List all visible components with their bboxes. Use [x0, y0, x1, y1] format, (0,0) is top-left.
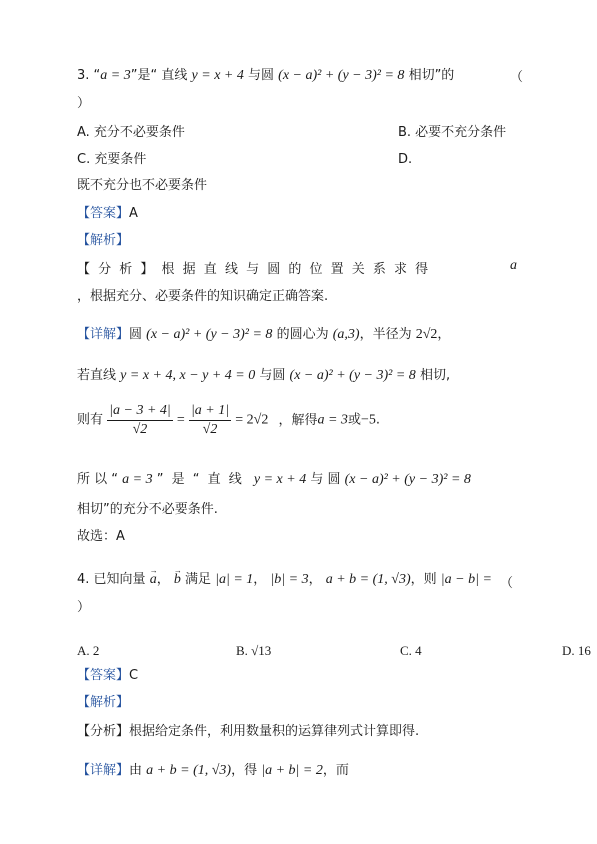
q4-diff: |a − b| =: [440, 572, 492, 587]
q4-option-d: D. 16: [562, 643, 591, 658]
q3-detail-circle: 圆: [129, 327, 143, 342]
q4-answer-value: C: [129, 668, 139, 683]
q3-then-text: 则有: [77, 412, 104, 428]
q3-detail-end: ，: [437, 327, 451, 342]
q3-fenxi: [77, 262, 428, 278]
q3-option-d-text: 既不充分也不必要条件: [77, 178, 208, 193]
q4-answer-label: 【答案】: [77, 668, 130, 683]
q3-quote-mid: ”是“: [130, 68, 158, 83]
q3-quote-open: “: [93, 68, 101, 83]
q3-frac1-den: √2: [132, 422, 148, 437]
q4-answer: [77, 668, 138, 684]
q3-fenxi-label: 【 分 析 】: [77, 262, 154, 277]
q3-if-circle-text: 与圆: [259, 368, 286, 383]
q4-detail-get: ，得: [231, 763, 258, 778]
q3-detail-radius: 2√2: [415, 327, 438, 342]
q3-detail-center-text: 的圆心为: [276, 327, 329, 342]
q3-so-a: a = 3: [122, 472, 153, 487]
q4-then: ，则: [410, 572, 437, 587]
q4-detail-abs: |a + b| = 2: [261, 763, 323, 778]
q3-detail-label: 【详解】: [77, 327, 130, 342]
q4-fenxi: 【分析】根据给定条件，利用数量积的运算律列式计算即得.: [77, 724, 420, 739]
q4-stem: 4. 已知向量 → a， → b 满足 |a| = 1， |b| = 3， a + b = (1, √3)，则 |a − b| =: [77, 572, 492, 588]
q3-text-circle: 与圆: [248, 68, 275, 83]
q3-so-end: 相切”的充分不必要条件.: [77, 502, 218, 517]
q4-detail: [77, 763, 349, 779]
q3-option-a: A. 充分不必要条件: [77, 125, 185, 140]
q4-analysis-label: 【解析】: [77, 695, 130, 710]
q3-so-circle-eq: (x − a)² + (y − 3)² = 8: [344, 472, 471, 487]
q3-period: .: [375, 412, 380, 428]
q3-frac1: [107, 402, 173, 439]
q3-number: 3.: [77, 68, 90, 83]
q3-fenxi-text2: ，根据充分、必要条件的知识确定正确答案.: [77, 289, 329, 304]
q3-cond-a: a = 3: [100, 68, 131, 83]
q4-satisfy: 满足: [184, 572, 211, 587]
q3-so: [77, 472, 471, 488]
q3-paren-open: （: [510, 70, 524, 85]
q3-if-line-text: 若直线: [77, 368, 117, 383]
q3-eq-line: y = x + 4: [191, 68, 244, 83]
q4-detail-from: 由: [129, 763, 143, 778]
q4-detail-eq: a + b = (1, √3): [146, 763, 232, 778]
q4-sum: a + b = (1, √3): [325, 572, 411, 587]
q3-if-tangent: 相切,: [419, 368, 451, 383]
q3-solve-text: ，解得: [278, 412, 318, 428]
q3-then: 则有 $\frac{|a - 3 + 4|}{√2}$ = $\frac{|a + 1|}{√2}$ = 2√2 ，解得a = 3或−5.: [77, 403, 380, 437]
q3-text-line: 直线: [161, 68, 188, 83]
q4-option-b-val: √13: [251, 643, 272, 658]
q3-if-line: [77, 368, 450, 384]
q3-so-text: 所 以 “: [77, 472, 118, 487]
q4-comma1: ，: [156, 572, 170, 587]
q4-option-b-label: B.: [236, 643, 248, 658]
q4-abs-b: |b| = 3: [270, 572, 309, 587]
q3-answer: [77, 206, 138, 222]
q4-number: 4. 已知向量: [77, 572, 146, 587]
q3-solve-a: a = 3: [317, 412, 348, 428]
q3-paren-close: ）: [77, 96, 91, 111]
q4-option-c: C. 4: [400, 643, 422, 658]
q3-fenxi-var: a: [510, 258, 517, 273]
q3-detail-eq: (x − a)² + (y − 3)² = 8: [146, 327, 273, 342]
q3-frac2: [189, 402, 231, 439]
q3-stem: [77, 68, 454, 84]
q3-so-circle: 与 圆: [310, 472, 341, 487]
q3-fenxi-text: 根 据 直 线 与 圆 的 位 置 关 系 求 得: [161, 262, 429, 277]
q3-if-circle-eq: (x − a)² + (y − 3)² = 8: [289, 368, 416, 383]
q3-choice: 故选：A: [77, 529, 125, 544]
q3-frac2-num: |a + 1|: [189, 402, 231, 421]
q4-detail-and: ，而: [322, 763, 349, 778]
q4-vec-a: → a: [150, 572, 157, 588]
q3-so-line: y = x + 4: [253, 472, 307, 487]
q4-vec-b: → b: [174, 572, 181, 588]
q3-frac2-den: √2: [202, 422, 218, 437]
q3-answer-label: 【答案】: [77, 206, 130, 221]
q3-option-d: D.: [398, 152, 413, 167]
q3-option-b: B. 必要不充分条件: [398, 125, 507, 140]
q4-detail-label: 【详解】: [77, 763, 130, 778]
q4-abs-a: |a| = 1: [215, 572, 254, 587]
q3-detail-radius-text: ，半径为: [359, 327, 412, 342]
q3-eq-circle: (x − a)² + (y − 3)² = 8: [278, 68, 405, 83]
q3-eq-result: = 2√2: [235, 412, 269, 428]
q3-so-mid: ” 是 “ 直 线: [156, 472, 242, 487]
q3-frac1-num: |a − 3 + 4|: [107, 402, 173, 421]
q4-paren-open: （: [500, 576, 514, 591]
q3-solve-b: −5: [360, 412, 376, 428]
q4-option-a: A. 2: [77, 643, 100, 658]
q4-option-b: [236, 643, 271, 659]
q4-paren-close: ）: [77, 600, 91, 615]
q3-detail: [77, 327, 450, 343]
q3-or-text: 或: [347, 412, 361, 428]
q3-if-line-eq: y = x + 4, x − y + 4 = 0: [120, 368, 256, 383]
q3-answer-value: A: [129, 206, 138, 221]
q3-analysis-label: 【解析】: [77, 233, 130, 248]
q3-text-tangent: 相切”的: [408, 68, 455, 83]
q3-detail-center: (a,3): [332, 327, 360, 342]
q3-option-c: C. 充要条件: [77, 152, 147, 167]
